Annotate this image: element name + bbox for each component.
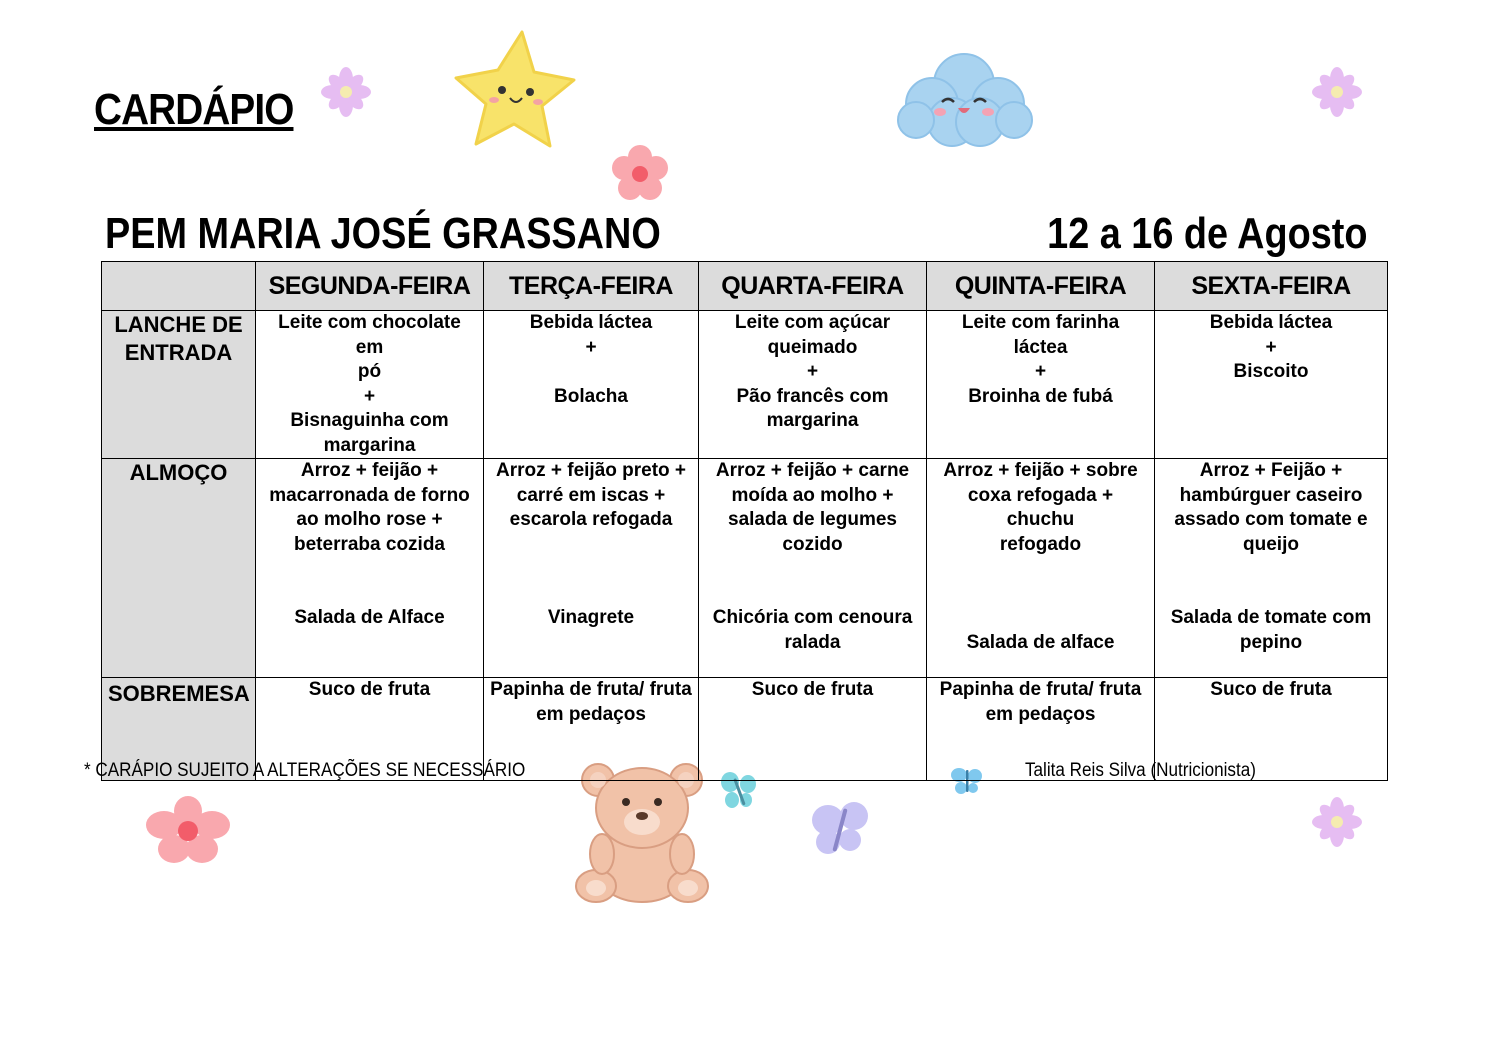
cell-line: coxa refogada + chuchu bbox=[967, 484, 1114, 530]
nutritionist-signature: Talita Reis Silva (Nutricionista) bbox=[1025, 760, 1256, 781]
cell-line: pepino bbox=[1239, 631, 1303, 653]
cell-line: pó bbox=[357, 361, 382, 382]
cell-line: Papinha de fruta/ fruta bbox=[939, 679, 1142, 700]
flower-icon bbox=[144, 796, 232, 866]
cell-line: Suco de fruta bbox=[308, 679, 431, 700]
flower-icon bbox=[1311, 796, 1363, 848]
cell-line: Bebida láctea bbox=[529, 312, 653, 333]
cell-line: em pedaços bbox=[985, 703, 1096, 725]
menu-table bbox=[101, 261, 1388, 781]
cell-line: LANCHE DE bbox=[114, 312, 243, 337]
cell-line: + bbox=[363, 385, 376, 407]
menu-cell bbox=[1155, 311, 1388, 459]
cell-line: escarola refogada bbox=[509, 509, 673, 530]
cell-line: + bbox=[1265, 336, 1277, 358]
table-header-row bbox=[102, 262, 1388, 311]
cell-line bbox=[490, 360, 692, 385]
cell-line: em pedaços bbox=[536, 703, 646, 725]
row-label bbox=[102, 459, 256, 678]
day-header: SEGUNDA-FEIRA bbox=[256, 262, 484, 311]
cell-line: Bebida láctea bbox=[1209, 312, 1333, 333]
menu-cell bbox=[699, 459, 927, 678]
cell-line: SOBREMESA bbox=[108, 681, 250, 706]
cell-line: queijo bbox=[1243, 533, 1299, 555]
menu-cell bbox=[927, 311, 1155, 459]
footnote: * CARÁPIO SUJEITO A ALTERAÇÕES SE NECESSÁRIO bbox=[84, 760, 526, 781]
menu-cell bbox=[1155, 459, 1388, 678]
cell-line: queimado bbox=[767, 336, 858, 358]
page-title: CARDÁPIO bbox=[94, 85, 294, 134]
cell-line bbox=[490, 533, 692, 558]
cell-line: Arroz + feijão + sobre bbox=[943, 460, 1138, 481]
cell-line: Broinha de fubá bbox=[968, 385, 1113, 407]
menu-cell bbox=[699, 311, 927, 459]
cell-line bbox=[1161, 557, 1381, 582]
cell-line: Biscoito bbox=[1233, 361, 1309, 382]
cell-line bbox=[933, 606, 1148, 631]
menu-cell bbox=[484, 311, 699, 459]
day-header: QUARTA-FEIRA bbox=[699, 262, 927, 311]
flower-icon bbox=[1311, 66, 1363, 118]
cell-line: Salada de alface bbox=[966, 631, 1115, 653]
cell-line: Suco de fruta bbox=[751, 679, 874, 700]
day-header: QUINTA-FEIRA bbox=[927, 262, 1155, 311]
table-corner-cell bbox=[102, 262, 256, 311]
cell-line: Salada de tomate com bbox=[1170, 607, 1372, 628]
cell-line: Leite com chocolate em bbox=[278, 312, 461, 358]
cell-line: Bisnaguinha com bbox=[290, 410, 449, 431]
cell-line: carré em iscas + bbox=[516, 484, 666, 506]
cell-line: Suco de fruta bbox=[1210, 679, 1332, 700]
cell-line: ralada bbox=[784, 631, 841, 653]
day-header: TERÇA-FEIRA bbox=[484, 262, 699, 311]
cell-line: + bbox=[585, 336, 597, 358]
cell-line: Vinagrete bbox=[547, 607, 635, 628]
cell-line: Leite com farinha láctea bbox=[961, 312, 1120, 358]
cell-line bbox=[705, 582, 920, 607]
cell-line: assado com tomate e bbox=[1174, 509, 1368, 530]
cell-line: moída ao molho + bbox=[731, 484, 894, 506]
cell-line: salada de legumes bbox=[728, 509, 897, 530]
cell-line: Bolacha bbox=[554, 385, 628, 407]
menu-cell bbox=[927, 459, 1155, 678]
menu-cell bbox=[484, 459, 699, 678]
cloud-icon bbox=[896, 48, 1034, 152]
menu-cell bbox=[256, 459, 484, 678]
cell-line: hambúrguer caseiro bbox=[1179, 484, 1363, 506]
menu-cell bbox=[256, 311, 484, 459]
cell-line bbox=[262, 582, 477, 607]
day-header: SEXTA-FEIRA bbox=[1155, 262, 1388, 311]
row-label bbox=[102, 311, 256, 459]
cell-line: Arroz + feijão + carne bbox=[715, 460, 910, 481]
cell-line bbox=[705, 557, 920, 582]
cell-line bbox=[1161, 582, 1381, 607]
cell-line: + bbox=[1034, 361, 1047, 382]
cell-line: refogado bbox=[999, 533, 1082, 555]
cell-line: ao molho rose + bbox=[296, 509, 443, 530]
cell-line: + bbox=[806, 361, 819, 382]
table-row bbox=[102, 459, 1388, 678]
cell-line: margarina bbox=[323, 434, 416, 456]
cell-line bbox=[262, 557, 477, 582]
cell-line: Arroz + feijão preto + bbox=[495, 460, 687, 481]
cell-line: Chicória com cenoura bbox=[712, 607, 913, 628]
flower-icon bbox=[320, 66, 372, 118]
cell-line: Arroz + feijão + bbox=[300, 460, 439, 481]
cell-line bbox=[490, 557, 692, 582]
cell-line: macarronada de forno bbox=[269, 484, 470, 506]
star-icon bbox=[452, 28, 578, 152]
date-range: 12 a 16 de Agosto bbox=[1046, 209, 1367, 258]
cell-line: Pão francês com bbox=[736, 385, 889, 407]
flower-icon bbox=[608, 142, 672, 206]
butterfly-icon bbox=[806, 800, 872, 860]
menu-cell bbox=[699, 678, 927, 781]
table-row bbox=[102, 311, 1388, 459]
cell-line: Arroz + Feijão + bbox=[1199, 460, 1343, 481]
cell-line: ALMOÇO bbox=[129, 460, 228, 485]
cell-line: Salada de Alface bbox=[294, 607, 445, 628]
cell-line: margarina bbox=[766, 410, 859, 431]
cell-line bbox=[933, 557, 1148, 582]
cell-line: cozido bbox=[782, 533, 843, 555]
cell-line: ENTRADA bbox=[124, 340, 233, 365]
cell-line bbox=[490, 582, 692, 607]
cell-line: beterraba cozida bbox=[294, 533, 445, 555]
cell-line: Papinha de fruta/ fruta bbox=[490, 679, 692, 700]
cell-line: Leite com açúcar bbox=[734, 312, 891, 333]
cell-line bbox=[933, 582, 1148, 607]
school-name: PEM MARIA JOSÉ GRASSANO bbox=[105, 209, 661, 258]
